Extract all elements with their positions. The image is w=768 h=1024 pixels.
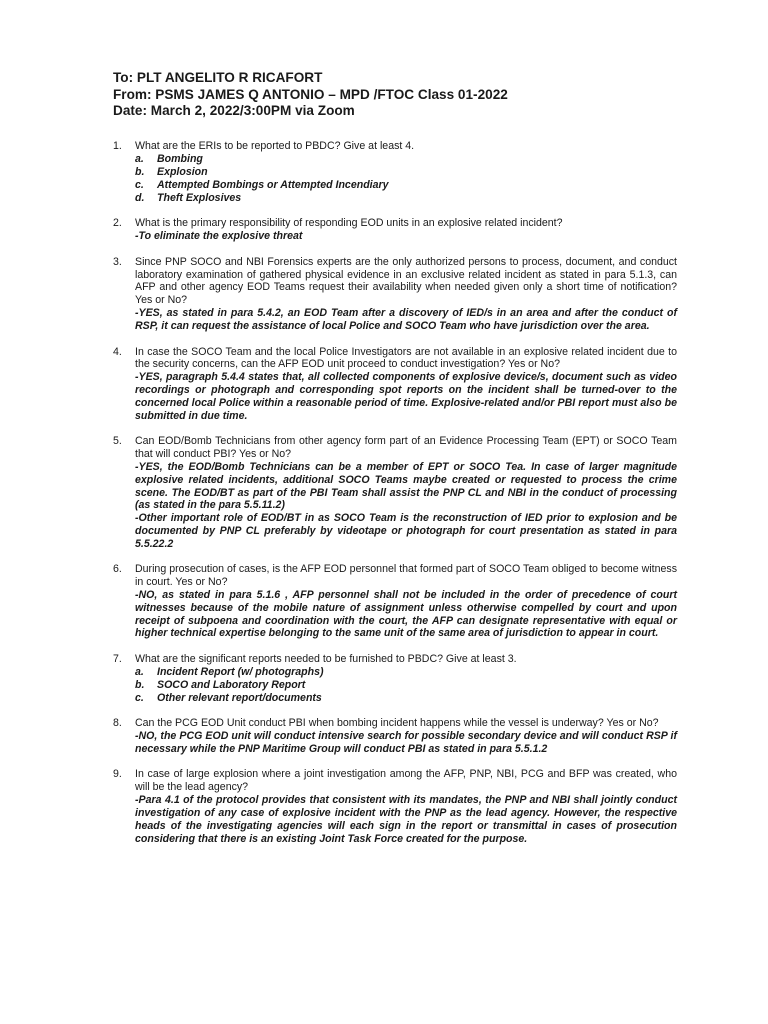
question-item [113, 653, 677, 705]
question-text: During prosecution of cases, is the AFP EOD personnel that formed part of SOCO Team obliged to become witness in court. Yes or No? [135, 563, 677, 589]
answer-text: -Para 4.1 of the protocol provides that consistent with its mandates, the PNP and NBI shall jointly conduct investigation of any case of explosive incident with the PNP as the lead agency. However, the respective heads of the investigating agencies will each sign in the report or transmittal in cases of prosecution considering that there is an existing Joint Task Force created for the purpose. [135, 794, 677, 845]
question-number: 8. [113, 717, 122, 730]
memo-from-line: From: PSMS JAMES Q ANTONIO – MPD /FTOC Class 01-2022 [113, 86, 508, 102]
question-item [113, 435, 677, 550]
question-item [113, 717, 677, 756]
answer-list-item [135, 666, 677, 679]
memo-to-line: To: PLT ANGELITO R RICAFORT [113, 70, 323, 85]
answer-text: -Other important role of EOD/BT in as SOCO Team is the reconstruction of IED prior to explosion and be documented by PNP CL preferably by videotape or photograph for court presentation as stated in para 5.5.22.2 [135, 512, 677, 550]
question-number: 5. [113, 435, 122, 448]
answer-item-text: Bombing [157, 152, 203, 165]
question-text: What is the primary responsibility of responding EOD units in an explosive related incident? [135, 217, 563, 230]
question-text: Can EOD/Bomb Technicians from other agency form part of an Evidence Processing Team (EPT) or SOCO Team that will conduct PBI? Yes or No? [135, 435, 677, 461]
answer-text: -To eliminate the explosive threat [135, 230, 303, 243]
answer-item-text: Attempted Bombings or Attempted Incendiary [157, 178, 389, 191]
question-number: 7. [113, 652, 122, 665]
question-item [113, 563, 677, 640]
question-item [113, 217, 677, 243]
answer-item-text: Theft Explosives [157, 191, 242, 204]
answer-list-item [135, 166, 677, 179]
answer-text: -YES, paragraph 5.4.4 states that, all collected components of explosive device/s, document such as video recordings or photograph and corresponding spot reports on the incident shall be turned-over to the concerned local Police within a reasonable period of time. Explosive-related and/or PBI report must also be submitted in due time. [135, 371, 677, 422]
answer-letter: c. [135, 178, 144, 191]
answer-letter: b. [135, 678, 145, 691]
answer-text: -NO, as stated in para 5.1.6 , AFP personnel shall not be included in the order of precedence of court witnesses because of the mobile nature of assignment unless otherwise compelled by court and upon receipt of subpoena and coordination with the court, the AFP can designate representative with equal or higher technical expertise belonging to the same unit of the same area of jurisdiction to appear in court. [135, 589, 677, 640]
answer-text: -YES, the EOD/Bomb Technicians can be a member of EPT or SOCO Tea. In case of larger magnitude explosive related incidents, additional SOCO Teams maybe created or requested to process the crime scene. The EOD/BT as part of the PBI Team shall assist the PNP CL and NBI in the conduct of processing (as stated in the para 5.5.11.2) [135, 461, 677, 512]
memo-date-line: Date: March 2, 2022/3:00PM via Zoom [113, 103, 355, 118]
answer-letter: a. [135, 665, 144, 678]
answer-item-text: Incident Report (w/ photographs) [157, 665, 324, 678]
answer-list-item [135, 679, 677, 692]
answer-letter: a. [135, 152, 144, 165]
question-item [113, 768, 677, 845]
answer-list-item [135, 153, 677, 166]
question-item [113, 256, 677, 333]
question-number: 1. [113, 140, 122, 152]
question-text: In case the SOCO Team and the local Police Investigators are not available in an explosive related incident due to the security concerns, can the AFP EOD unit proceed to conduct investigation? Yes or No? [135, 345, 677, 371]
question-number: 9. [113, 768, 122, 781]
answer-list-item [135, 179, 677, 192]
answer-list-item [135, 692, 677, 705]
question-item [113, 140, 677, 205]
question-text: Since PNP SOCO and NBI Forensics experts are the only authorized persons to process, document, and conduct laboratory examination of gathered physical evidence in an exclusive related incident as stated in para 5.1.3, can AFP and other agency EOD Teams request their availability when needed given only a short time of notification? Yes or No? [135, 255, 677, 307]
answer-text: -YES, as stated in para 5.4.2, an EOD Team after a discovery of IED/s in an area and after the conduct of RSP, it can request the assistance of local Police and SOCO Team who have jurisdiction over the area. [135, 307, 677, 333]
question-number: 2. [113, 217, 122, 230]
answer-item-text: Other relevant report/documents [157, 691, 322, 704]
question-text: Can the PCG EOD Unit conduct PBI when bombing incident happens while the vessel is underway? Yes or No? [135, 717, 659, 730]
answer-list [135, 153, 677, 205]
question-text: In case of large explosion where a joint investigation among the AFP, PNP, NBI, PCG and BFP was created, who will be the lead agency? [135, 768, 677, 794]
answer-letter: c. [135, 691, 144, 704]
question-list [113, 140, 677, 858]
memo-header [113, 70, 673, 120]
answer-letter: b. [135, 165, 145, 178]
answer-list [135, 666, 677, 705]
answer-item-text: Explosion [157, 165, 208, 178]
answer-letter: d. [135, 191, 145, 204]
question-number: 6. [113, 563, 122, 576]
question-text: What are the ERIs to be reported to PBDC? Give at least 4. [135, 140, 415, 152]
answer-list-item [135, 192, 677, 205]
answer-item-text: SOCO and Laboratory Report [157, 678, 306, 691]
question-number: 4. [113, 345, 122, 358]
answer-text: -NO, the PCG EOD unit will conduct intensive search for possible secondary device and will conduct RSP if necessary while the PNP Maritime Group will conduct PBI as stated in para 5.5.1.2 [135, 730, 677, 755]
question-item [113, 346, 677, 423]
question-text: What are the significant reports needed to be furnished to PBDC? Give at least 3. [135, 652, 517, 665]
question-number: 3. [113, 255, 122, 268]
